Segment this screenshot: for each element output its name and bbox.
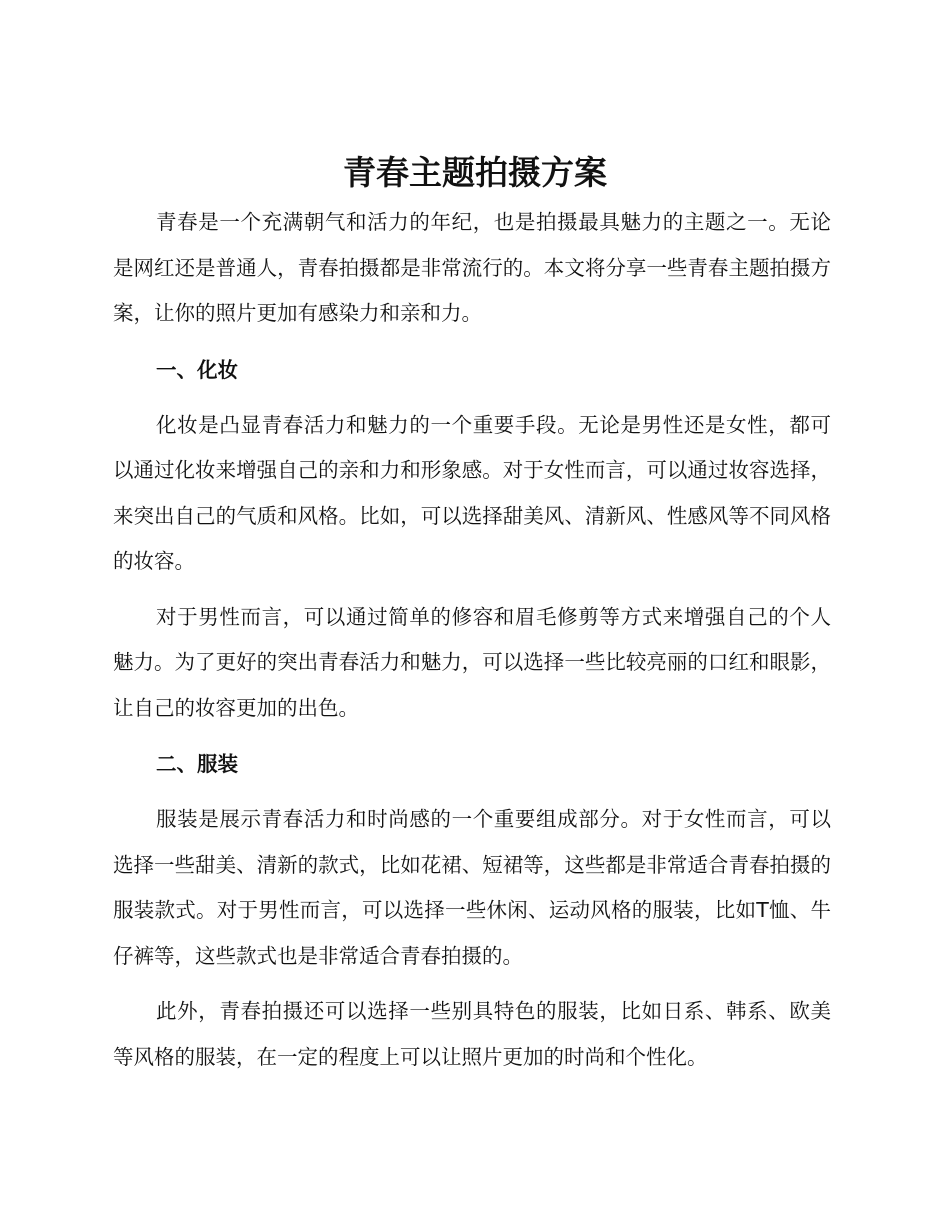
page-title: 青春主题拍摄方案 — [343, 153, 607, 192]
clothing-paragraph-2: 此外，青春拍摄还可以选择一些别具特色的服装，比如日系、韩系、欧美等风格的服装，在一定的程度上可以让照片更加的时尚和个性化。 — [113, 999, 831, 1069]
clothing-paragraph-1: 服装是展示青春活力和时尚感的一个重要组成部分。对于女性而言，可以选择一些甜美、清新的款式，比如花裙、短裙等，这些都是非常适合青春拍摄的服装款式。对于男性而言，可以选择一些休闲、运动风格的服装，比如T恤、牛仔裤等，这些款式也是非常适合青春拍摄的。 — [113, 807, 831, 968]
section-heading-clothing: 二、服装 — [156, 752, 238, 776]
intro-paragraph: 青春是一个充满朝气和活力的年纪，也是拍摄最具魅力的主题之一。无论是网红还是普通人，青春拍摄都是非常流行的。本文将分享一些青春主题拍摄方案，让你的照片更加有感染力和亲和力。 — [113, 210, 831, 325]
section-heading-makeup: 一、化妆 — [156, 357, 238, 382]
makeup-paragraph-1: 化妆是凸显青春活力和魅力的一个重要手段。无论是男性还是女性，都可以通过化妆来增强自己的亲和力和形象感。对于女性而言，可以通过妆容选择，来突出自己的气质和风格。比如，可以选择甜美风、清新风、性感风等不同风格的妆容。 — [113, 412, 831, 573]
document-body — [113, 200, 831, 1090]
makeup-paragraph-2: 对于男性而言，可以通过简单的修容和眉毛修剪等方式来增强自己的个人魅力。为了更好的突出青春活力和魅力，可以选择一些比较亮丽的口红和眼影，让自己的妆容更加的出色。 — [113, 604, 831, 720]
